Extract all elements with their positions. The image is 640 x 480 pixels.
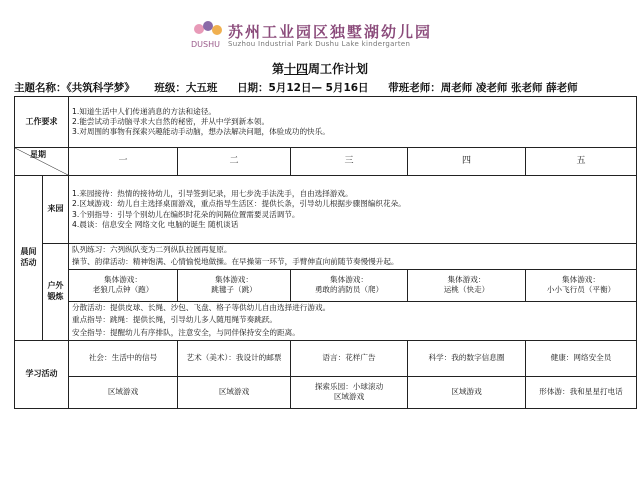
focus-text: 重点指导：跳绳：提供长绳，引导幼儿多人随甩绳节奏跳跃。 bbox=[69, 314, 637, 327]
group-game-tue bbox=[178, 269, 291, 301]
page-title bbox=[0, 60, 640, 77]
lesson-mon: 社会：生活中的信号 bbox=[69, 340, 178, 376]
lesson-fri: 健康：网络安全员 bbox=[526, 340, 637, 376]
group-game-mon bbox=[69, 269, 178, 301]
school-name: 苏州工业园区独墅湖幼儿园 bbox=[228, 23, 433, 41]
area-mon: 区域游戏 bbox=[69, 376, 178, 408]
teachers: 带班老师：周老师 凌老师 张老师 薛老师 bbox=[388, 82, 578, 94]
area-thu: 区域游戏 bbox=[408, 376, 526, 408]
day-thu: 四 bbox=[408, 148, 526, 176]
theme-name: 主题名称：《共筑科学梦》 bbox=[14, 82, 135, 94]
outdoor-label bbox=[43, 244, 69, 341]
area-wed bbox=[291, 376, 408, 408]
page-header bbox=[0, 0, 640, 52]
group-game-name: 勇敢的消防员（爬） bbox=[314, 285, 384, 294]
group-game-thu bbox=[408, 269, 526, 301]
arrival-label: 来园 bbox=[43, 176, 69, 244]
lesson-wed: 语言：花样广告 bbox=[291, 340, 408, 376]
area-fri: 形体游：我和星星打电话 bbox=[526, 376, 637, 408]
rhythm-row bbox=[15, 256, 637, 269]
focus-row bbox=[15, 314, 637, 327]
study-label: 学习活动 bbox=[15, 340, 69, 408]
queue-row bbox=[15, 244, 637, 257]
scattered-text: 分散活动：提供皮球、长绳、沙包、飞盘、格子等供幼儿自由选择进行游戏。 bbox=[69, 301, 637, 314]
arrival-row bbox=[15, 176, 637, 244]
work-req-label: 工作要求 bbox=[15, 97, 69, 148]
group-game-name: 运桃（快走） bbox=[443, 285, 490, 294]
arrival-item: 2.区域游戏：幼儿自主选择桌面游戏，重点指导生活区：提供长条，引导幼儿根据步骤图编织花朵。 bbox=[72, 199, 406, 209]
arrival-item: 3.个别指导：引导个别幼儿在编织时花朵的间隔位置需要灵活调节。 bbox=[72, 209, 300, 219]
scattered-row bbox=[15, 301, 637, 314]
logo-text: DUSHU bbox=[191, 40, 220, 49]
morning-label-line2: 活动 bbox=[20, 257, 37, 267]
week-number: 十四 bbox=[283, 62, 308, 76]
group-game-title: 集体游戏： bbox=[562, 274, 600, 284]
plan-meta bbox=[14, 80, 634, 95]
title-suffix: 周工作计划 bbox=[308, 62, 369, 76]
group-game-name: 小小飞行员（平衡） bbox=[546, 285, 616, 294]
day-wed: 三 bbox=[291, 148, 408, 176]
lesson-tue: 艺术（美术）：我设计的邮票 bbox=[178, 340, 291, 376]
group-games-row bbox=[15, 269, 637, 301]
day-mon: 一 bbox=[69, 148, 178, 176]
group-game-title: 集体游戏： bbox=[330, 274, 368, 284]
weekly-plan-table bbox=[14, 96, 637, 409]
kindergarten-logo-icon bbox=[190, 20, 226, 50]
weekday-row bbox=[15, 148, 637, 176]
arrival-item: 1.来园接待：热情的接待幼儿，引导签到记录，用七步洗手法洗手，自由选择游戏。 bbox=[72, 189, 353, 198]
school-name-en: Suzhou Industrial Park Dushu Lake kindergarten bbox=[228, 40, 411, 48]
safety-text: 安全指导：提醒幼儿有序排队，注意安全，与同伴保持安全的距离。 bbox=[69, 327, 637, 340]
weekday-header-cell bbox=[15, 148, 69, 176]
lessons-row bbox=[15, 340, 637, 376]
work-req-item: 3.对周围的事物有探索兴趣能动手动脑，想办法解决问题，体验成功的快乐。 bbox=[72, 127, 330, 137]
group-game-name: 老狼几点钟（跑） bbox=[92, 285, 154, 294]
arrival-content bbox=[69, 176, 637, 244]
group-game-title: 集体游戏： bbox=[447, 274, 486, 284]
title-prefix: 第 bbox=[271, 62, 284, 76]
morning-label bbox=[15, 176, 43, 341]
areas-row bbox=[15, 376, 637, 408]
work-req-item: 2.能尝试动手动脑寻求大自然的秘密，并从中学到新本领。 bbox=[72, 116, 270, 126]
area-wed-sub: 区域游戏 bbox=[333, 392, 365, 401]
group-game-name: 跳毽子（跳） bbox=[211, 285, 257, 294]
morning-label-line1: 晨间 bbox=[20, 246, 37, 256]
lesson-thu: 科学：我的数字信息圈 bbox=[408, 340, 526, 376]
group-game-title: 集体游戏： bbox=[104, 274, 142, 284]
outdoor-label-line2: 锻炼 bbox=[47, 291, 64, 301]
safety-row bbox=[15, 327, 637, 340]
group-game-fri bbox=[526, 269, 637, 301]
queue-text: 队列练习：六列纵队变为二列纵队拉圆再复原。 bbox=[69, 244, 637, 257]
group-game-title: 集体游戏： bbox=[215, 274, 253, 284]
rhythm-text: 操节、韵律活动：精神饱满、心情愉悦地做操。在早操第一环节，手臂伸直向前随节奏慢慢升起。 bbox=[69, 256, 637, 269]
group-game-wed bbox=[291, 269, 408, 301]
class-name: 班级：大五班 bbox=[154, 82, 218, 94]
area-wed-main: 探索乐园：小球滚动 bbox=[314, 381, 384, 391]
arrival-item: 4.晨谈：信息安全 网络文化 电脑的诞生 随机谈话 bbox=[72, 219, 239, 229]
weekday-label: 星期 bbox=[30, 150, 46, 159]
work-req-content bbox=[69, 97, 637, 148]
date-range: 日期：5月12日— 5月16日 bbox=[237, 82, 369, 94]
day-tue: 二 bbox=[178, 148, 291, 176]
outdoor-label-line1: 户外 bbox=[47, 280, 64, 290]
day-fri: 五 bbox=[526, 148, 637, 176]
area-tue: 区域游戏 bbox=[178, 376, 291, 408]
work-req-item: 1.知道生活中人们传递消息的方法和途径。 bbox=[72, 106, 216, 116]
work-req-row bbox=[15, 97, 637, 148]
